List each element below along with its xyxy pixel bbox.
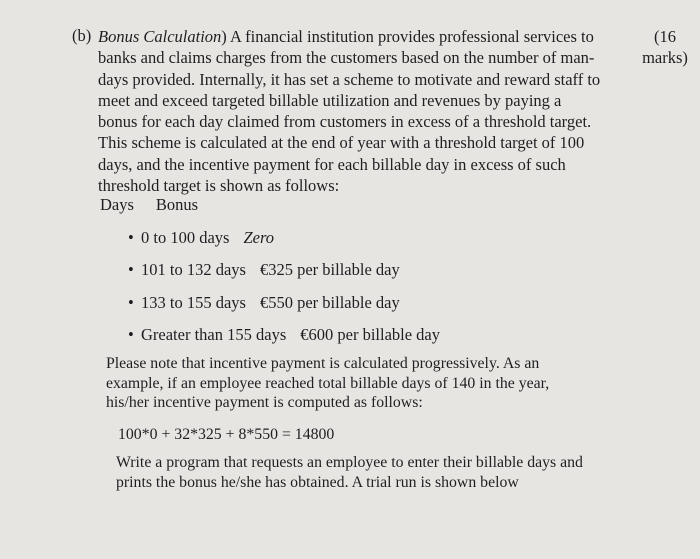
tier-bonus: €550 per billable day [259, 292, 400, 312]
bullet-icon: • [128, 292, 134, 312]
intro-line: banks and claims charges from the customers based on the number of man- [98, 48, 595, 68]
bullet-icon: • [128, 325, 134, 345]
intro-line: days provided. Internally, it has set a scheme to motivate and reward staff to [98, 69, 601, 89]
tier-days: 101 to 132 days [141, 260, 246, 280]
intro-line: threshold target is shown as follows: [98, 176, 340, 196]
days-header: Days [100, 195, 134, 214]
intro-line: Bonus Calculation) A financial institution provides professional services to [98, 27, 594, 46]
bonus-table-header [100, 195, 198, 215]
bullet-icon: • [128, 228, 134, 247]
intro-line: meet and exceed targeted billable utilization and revenues by paying a [98, 90, 562, 110]
tier-days: Greater than 155 days [141, 325, 287, 345]
bonus-tier-list [128, 228, 440, 358]
bullet-icon: • [128, 260, 134, 280]
note-line: his/her incentive payment is computed as follows: [106, 394, 423, 412]
tier-bonus: Zero [243, 228, 275, 247]
bonus-tier [128, 325, 440, 357]
tier-days: 133 to 155 days [141, 292, 246, 312]
intro-line: bonus for each day claimed from customers in excess of a threshold target. [98, 112, 592, 132]
question-title: Bonus Calculation [98, 27, 222, 46]
task-line: prints the bonus he/she has obtained. A trial run is shown below [116, 473, 519, 491]
progressive-note [106, 354, 549, 413]
tier-bonus: €600 per billable day [300, 325, 441, 345]
note-line: example, if an employee reached total billable days of 140 in the year, [106, 374, 550, 392]
example-formula: 100*0 + 32*325 + 8*550 = 14800 [118, 426, 335, 443]
bonus-tier [128, 293, 440, 325]
task-line: Write a program that requests an employee to enter their billable days and [116, 454, 583, 471]
task-description [116, 453, 583, 492]
tier-days: 0 to 100 days [141, 228, 230, 247]
bonus-tier [128, 228, 440, 260]
question-intro [98, 26, 624, 196]
question-label: (b) [72, 26, 92, 45]
bonus-header: Bonus [155, 195, 199, 214]
bonus-tier [128, 260, 440, 292]
note-line: Please note that incentive payment is calculated progressively. As an [106, 355, 540, 372]
marks-label: (16 marks) [642, 27, 688, 68]
intro-first-line: A financial institution provides professional services to [226, 27, 594, 46]
tier-bonus: €325 per billable day [259, 260, 400, 280]
intro-line: This scheme is calculated at the end of year with a threshold target of 100 [98, 133, 585, 153]
intro-line: days, and the incentive payment for each billable day in excess of such [98, 154, 566, 174]
